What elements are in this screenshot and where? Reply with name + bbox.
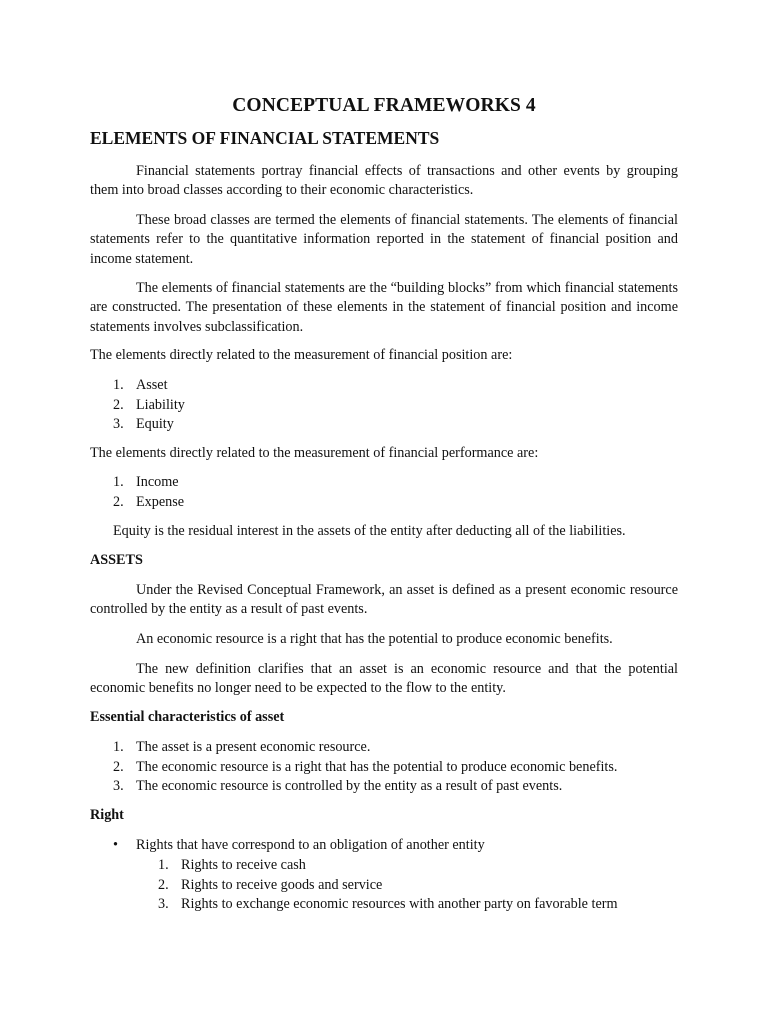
list-item: 1. Rights to receive cash [158, 857, 306, 873]
list-item: 2. Expense [113, 493, 185, 510]
list-item: 3. Equity [113, 416, 174, 432]
right-heading: Right [90, 807, 124, 823]
characteristics-list [113, 738, 617, 797]
paragraph-new-definition: The new definition clarifies that an asset is an economic resource and that the potential economic benefits no longer need to be expected to the flow to the entity. [90, 661, 678, 697]
list-item: 1. The asset is a present economic resource. [113, 739, 371, 755]
list-item: 3. The economic resource is controlled by the entity as a result of past events. [113, 778, 563, 794]
position-elements-list [113, 376, 185, 435]
paragraph-asset-definition: Under the Revised Conceptual Framework, an asset is defined as a present economic resource controlled by the entity as a result of past events. [90, 582, 678, 618]
bullet-text: Rights that have correspond to an obligation of another entity [136, 837, 485, 853]
list-item: 1. Income [113, 474, 179, 490]
document-title: CONCEPTUAL FRAMEWORKS 4 [232, 95, 536, 116]
paragraph-position-intro: The elements directly related to the measurement of financial position are: [90, 347, 513, 363]
paragraph-economic-resource: An economic resource is a right that has the potential to produce economic benefits. [136, 631, 613, 647]
list-item: 2. Liability [113, 396, 185, 413]
section-title: ELEMENTS OF FINANCIAL STATEMENTS [90, 128, 440, 148]
paragraph-broad-classes: These broad classes are termed the elements of financial statements. The elements of financial statements refer to the quantitative information reported in the statement of financial position and income statement. [90, 212, 678, 267]
rights-sublist [158, 856, 618, 915]
paragraph-financial-statements: Financial statements portray financial effects of transactions and other events by grouping them into broad classes according to their economic characteristics. [90, 163, 678, 199]
characteristics-heading: Essential characteristics of asset [90, 709, 285, 725]
list-item: 2. The economic resource is a right that has the potential to produce economic benefits. [113, 758, 618, 775]
paragraph-performance-intro: The elements directly related to the measurement of financial performance are: [90, 445, 539, 461]
assets-heading: ASSETS [90, 552, 143, 568]
list-item: 1. Asset [113, 377, 168, 393]
list-item: 3. Rights to exchange economic resources with another party on favorable term [158, 896, 618, 912]
bullet-icon: • [113, 837, 118, 853]
performance-elements-list [113, 473, 184, 512]
paragraph-building-blocks: The elements of financial statements are the “building blocks” from which financial statements are constructed. The presentation of these elements in the statement of financial position and income statements involves subclassification. [90, 280, 678, 335]
list-item: 2. Rights to receive goods and service [158, 876, 383, 893]
paragraph-equity-definition: Equity is the residual interest in the assets of the entity after deducting all of the liabilities. [113, 523, 626, 539]
